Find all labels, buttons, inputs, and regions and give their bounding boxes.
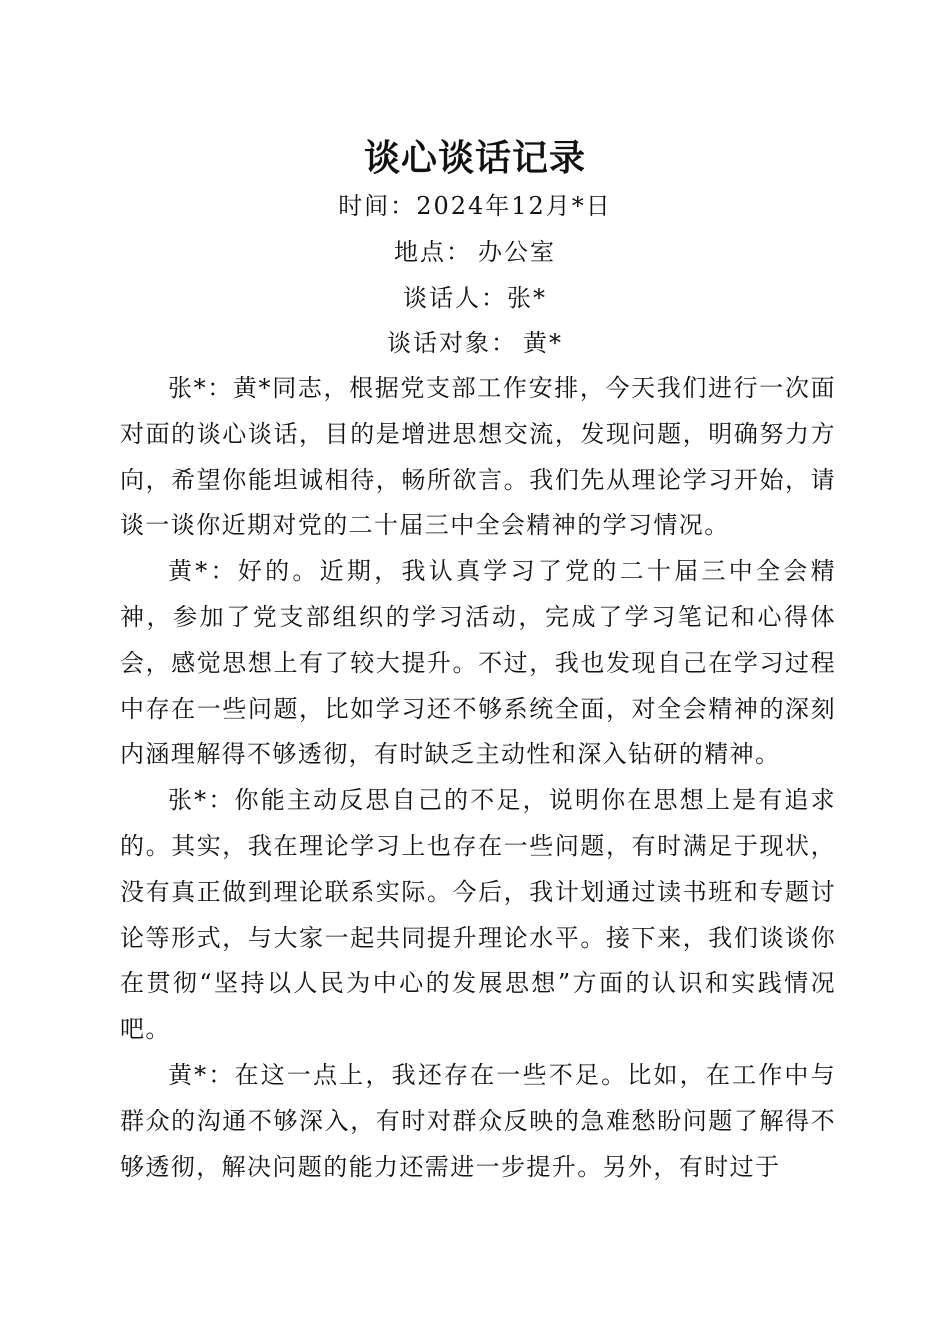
meta-time xyxy=(0,189,950,223)
meta-place-label: 地点： xyxy=(394,238,472,266)
dialogue-paragraph: 张*：你能主动反思自己的不足，说明你在思想上是有追求的。其实，我在理论学习上也存在一些问题，有时满足于现状，没有真正做到理论联系实际。今后，我计划通过读书班和专题讨论等形式，与大家一起共同提升理论水平。接下来，我们谈谈你在贯彻“坚持以人民为中心的发展思想”方面的认识和实践情况吧。 xyxy=(120,786,836,1044)
meta-place xyxy=(0,235,950,269)
dialogue-paragraph: 张*：黄*同志，根据党支部工作安排，今天我们进行一次面对面的谈心谈话，目的是增进思想交流，发现问题，明确努力方向，希望你能坦诚相待，畅所欲言。我们先从理论学习开始，请谈一谈你近期对党的二十届三中全会精神的学习情况。 xyxy=(120,374,836,540)
meta-time-label: 时间： xyxy=(338,192,417,220)
meta-speaker xyxy=(0,281,950,315)
meta-place-value: 办公室 xyxy=(478,238,556,266)
document-title: 谈心谈话记录 xyxy=(363,137,586,179)
meta-time-value: 2024年12月*日 xyxy=(416,192,612,220)
meta-target-value: 黄* xyxy=(523,329,563,357)
meta-target-label: 谈话对象： xyxy=(387,329,517,357)
meta-speaker-value: 张* xyxy=(507,284,547,312)
dialogue-paragraph: 黄*：在这一点上，我还存在一些不足。比如，在工作中与群众的沟通不够深入，有时对群众反映的急难愁盼问题了解得不够透彻，解决问题的能力还需进一步提升。另外，有时过于 xyxy=(120,1060,836,1181)
document-body xyxy=(120,366,836,1190)
meta-target xyxy=(0,326,950,360)
meta-speaker-label: 谈话人： xyxy=(403,284,507,312)
dialogue-paragraph: 黄*：好的。近期，我认真学习了党的二十届三中全会精神，参加了党支部组织的学习活动，完成了学习笔记和心得体会，感觉思想上有了较大提升。不过，我也发现自己在学习过程中存在一些问题，比如学习还不够系统全面，对全会精神的深刻内涵理解得不够透彻，有时缺乏主动性和深入钻研的精神。 xyxy=(120,557,836,769)
